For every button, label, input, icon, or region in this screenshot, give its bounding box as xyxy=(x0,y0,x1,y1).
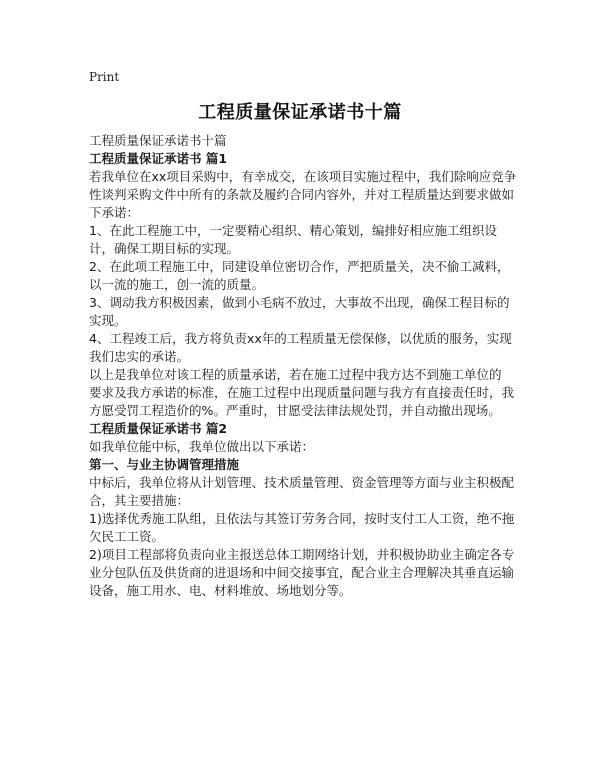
paragraph: 2、在此项工程施工中，同建设单位密切合作，严把质量关，决不偷工减料，以一流的施工，创一流的质量。 xyxy=(89,259,510,292)
paragraph: 3、调动我方积极因素，做到小毛病不放过，大事故不出现，确保工程目标的实现。 xyxy=(89,295,510,328)
paragraph: 若我单位在xx项目采购中，有幸成交，在该项目实施过程中，我们除响应竞争性谈判采购文件中所有的条款及履约合同内容外，并对工程质量达到要求做如下承诺： xyxy=(89,169,517,220)
print-label: Print xyxy=(89,70,120,84)
paragraph: 1)选择优秀施工队组，且依法与其签订劳务合同，按时支付工人工资，绝不拖欠民工工资。 xyxy=(89,511,515,544)
paragraph: 1、在此工程施工中，一定要精心组织、精心策划，编排好相应施工组织设计，确保工期目标的实现。 xyxy=(89,223,497,256)
section-heading-3: 第一、与业主协调管理措施 xyxy=(89,457,240,472)
paragraph: 以上是我单位对该工程的质量承诺，若在施工过程中我方达不到施工单位的 要求及我方承诺的标准，在施工过程中出现质量问题与我方有直接责任时，我方愿受罚工程造价的%。严重时，甘愿受法律法规处罚，并自动撤出现场。 xyxy=(89,367,515,418)
document-body xyxy=(89,132,517,600)
section-heading-2: 工程质量保证承诺书 篇2 xyxy=(89,421,228,436)
document-title: 工程质量保证承诺书十篇 xyxy=(198,102,402,123)
document-subtitle: 工程质量保证承诺书十篇 xyxy=(89,133,227,148)
paragraph: 如我单位能中标，我单位做出以下承诺： xyxy=(89,439,315,454)
paragraph: 中标后，我单位将从计划管理、技术质量管理、资金管理等方面与业主积极配合，其主要措施： xyxy=(89,475,515,508)
section-heading-1: 工程质量保证承诺书 篇1 xyxy=(89,151,228,166)
paragraph: 2)项目工程部将负责向业主报送总体工期网络计划，并积极协助业主确定各专业分包队伍及供货商的进退场和中间交接事宜，配合业主合理解决其垂直运输设备，施工用水、电、材料堆放、场地划分等。 xyxy=(89,547,515,598)
paragraph: 4、工程竣工后，我方将负责xx年的工程质量无偿保修，以优质的服务，实现我们忠实的承诺。 xyxy=(89,331,512,364)
